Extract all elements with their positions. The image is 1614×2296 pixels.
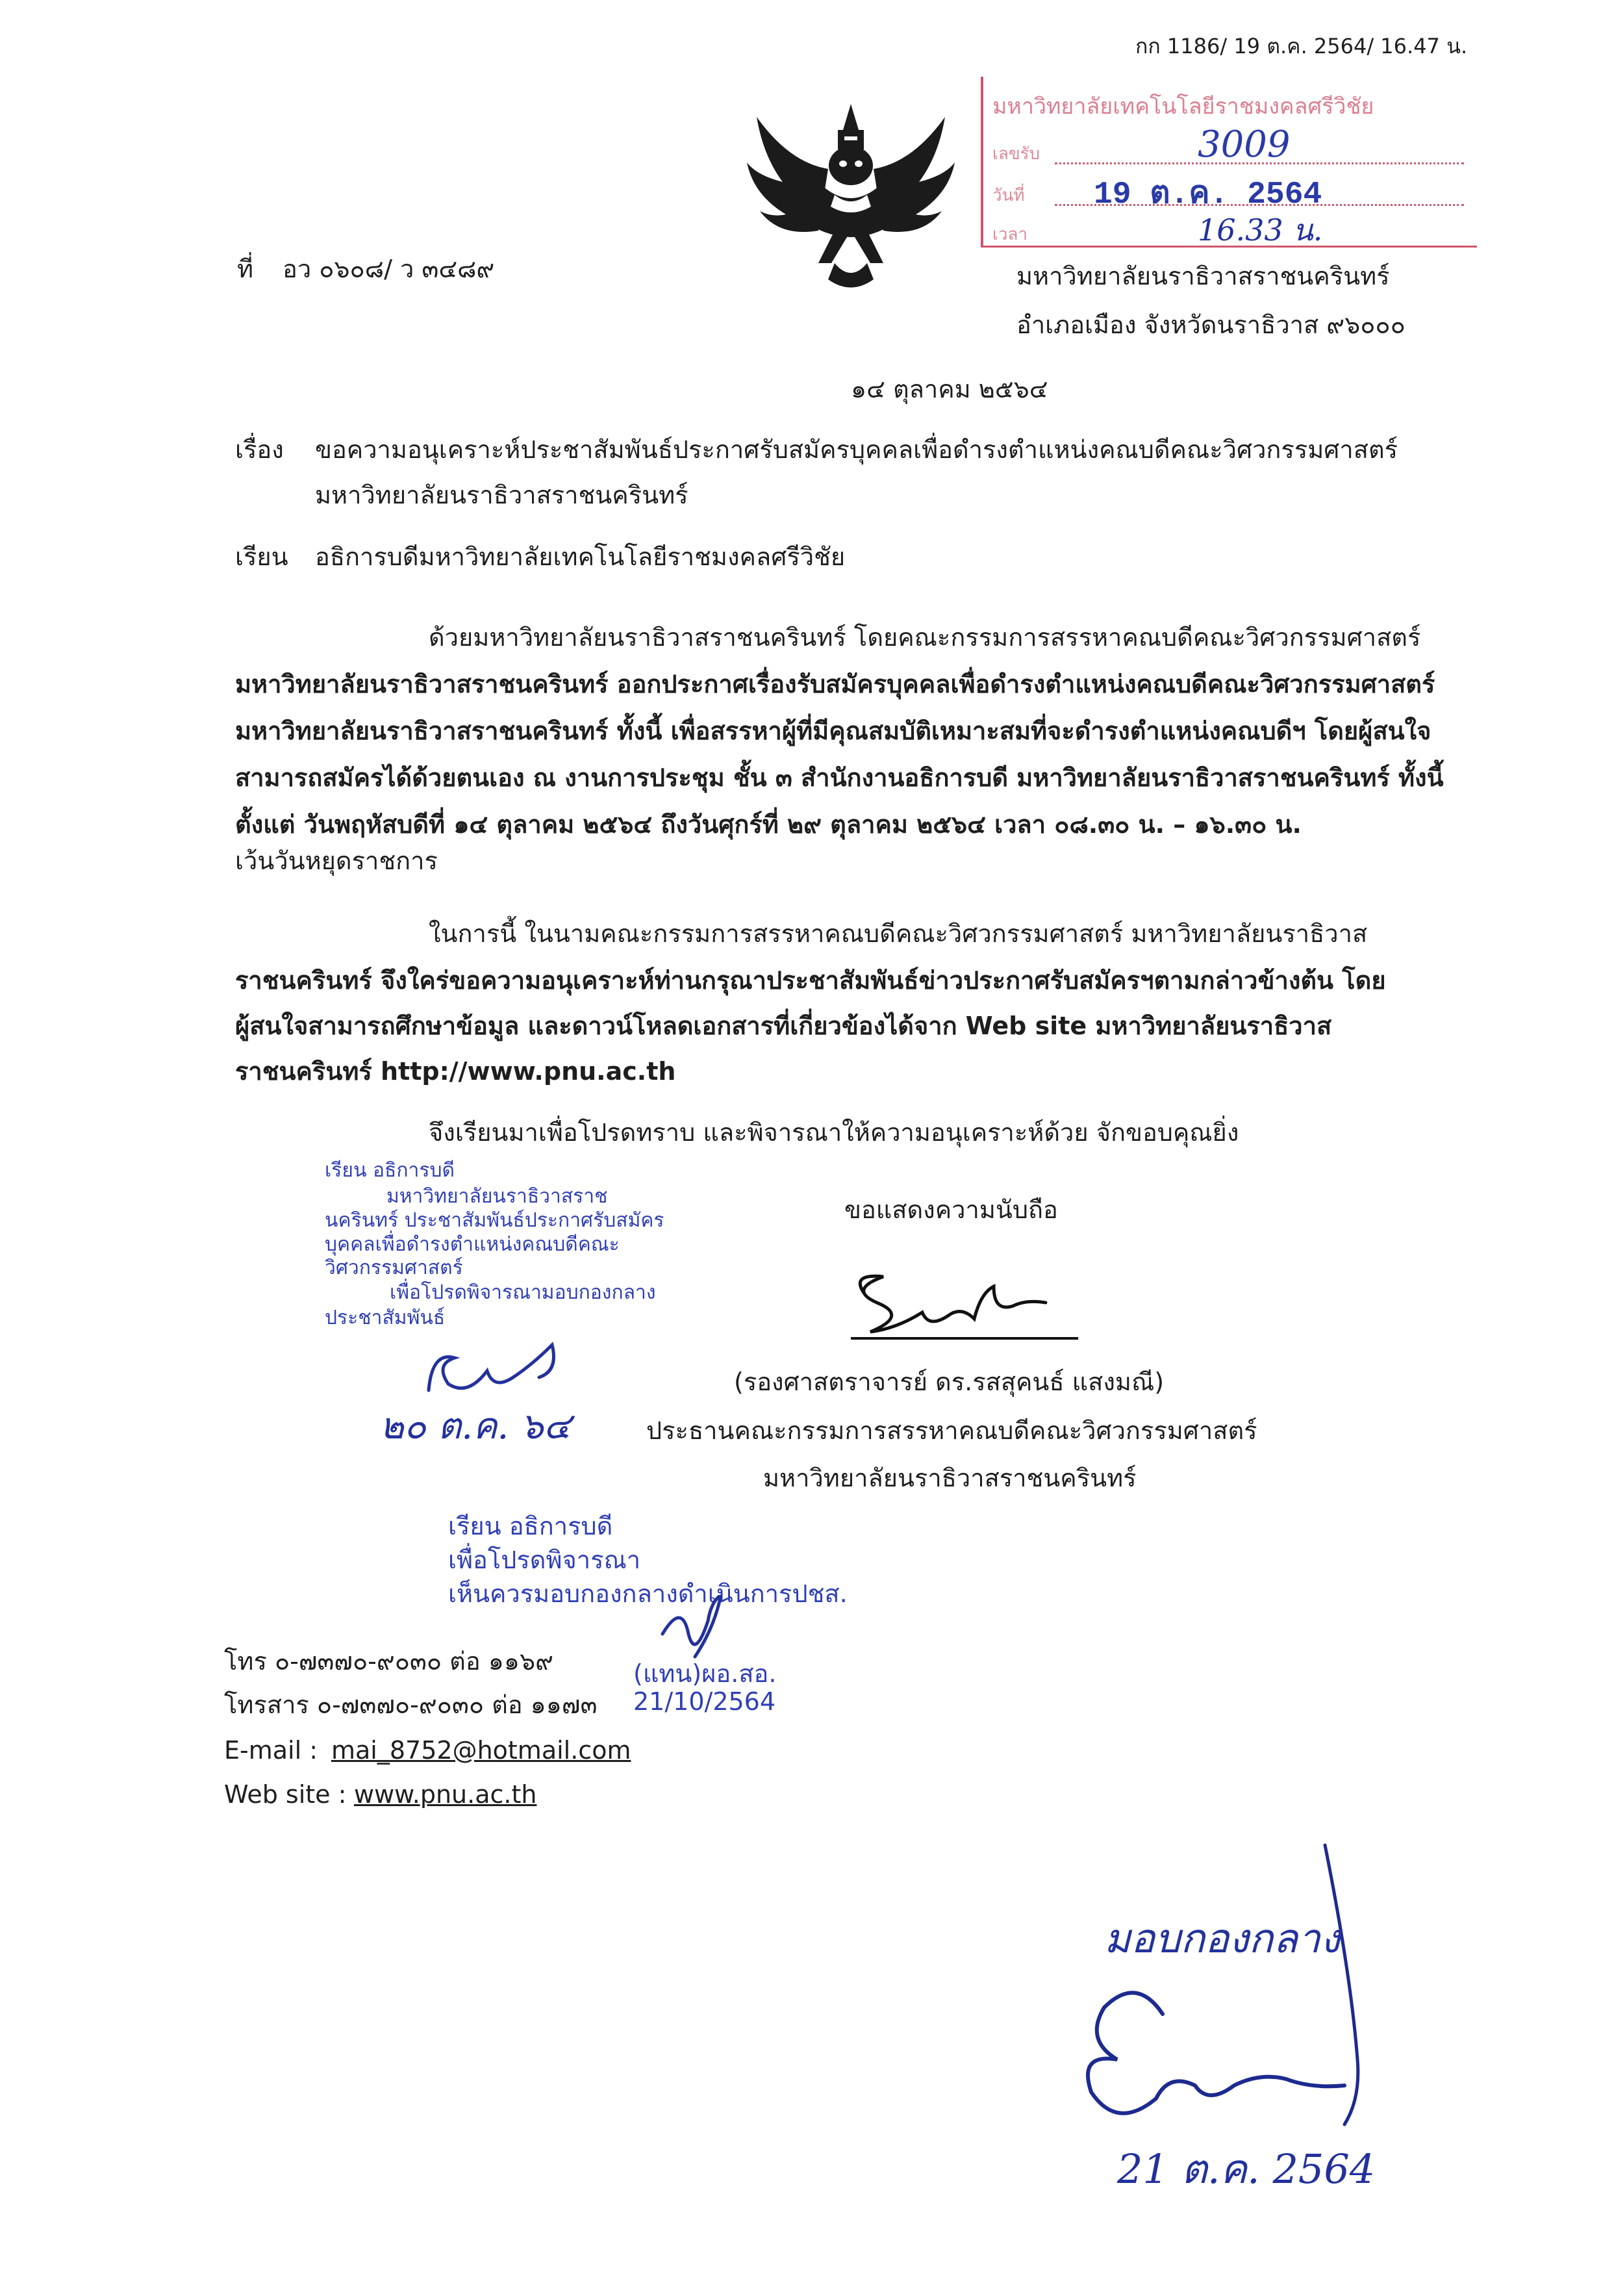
note1-line: เพื่อโปรดพิจารณามอบกองกลาง [390, 1281, 656, 1304]
stamp-label-time: เวลา [992, 225, 1028, 244]
contact-web[interactable]: www.pnu.ac.th [354, 1780, 537, 1809]
receiving-stamp [981, 77, 1477, 248]
note2-acting: (แทน)ผอ.สอ. [633, 1659, 777, 1688]
receipt-note: กก 1186/ 19 ต.ค. 2564/ 16.47 น. [1135, 34, 1468, 58]
subject-line: ขอความอนุเคราะห์ประชาสัมพันธ์ประกาศรับสมัครบุคคลเพื่อดำรงตำแหน่งคณบดีคณะวิศวกรรมศาสตร์ [315, 435, 1398, 464]
note2-line: เพื่อโปรดพิจารณา [448, 1546, 641, 1574]
signatory-position: ประธานคณะกรรมการสรรหาคณบดีคณะวิศวกรรมศาสตร์ [646, 1416, 1257, 1445]
subject-line: มหาวิทยาลัยนราธิวาสราชนครินทร์ [315, 481, 688, 509]
contact-fax: โทรสาร ๐-๗๓๗๐-๙๐๓๐ ต่อ ๑๑๗๓ [224, 1690, 598, 1719]
contact-email-label: E-mail : [224, 1736, 318, 1765]
stamp-label-date: วันที่ [992, 186, 1025, 205]
final-note-text: มอบกองกลาง [1104, 1915, 1341, 1962]
para1-line: ตั้งแต่ วันพฤหัสบดีที่ ๑๔ ตุลาคม ๒๕๖๔ ถึงวันศุกร์ที่ ๒๙ ตุลาคม ๒๕๖๔ เวลา ๐๘.๓๐ น. – ๑๖.๓๐ น. [235, 810, 1302, 839]
closing-sentence: จึงเรียนมาเพื่อโปรดทราบ และพิจารณาให้ความอนุเคราะห์ด้วย จักขอบคุณยิ่ง [429, 1118, 1239, 1147]
recipient: อธิการบดีมหาวิทยาลัยเทคโนโลยีราชมงคลศรีวิชัย [315, 542, 846, 571]
note1-line: มหาวิทยาลัยนราธิวาสราช [386, 1185, 608, 1208]
note1-line: วิศวกรรมศาสตร์ [325, 1256, 463, 1279]
note1-line: นครินทร์ ประชาสัมพันธ์ประกาศรับสมัคร [325, 1209, 664, 1232]
subject-label: เรื่อง [235, 435, 284, 464]
para1-line: สามารถสมัครได้ด้วยตนเอง ณ งานการประชุม ชั้น ๓ สำนักงานอธิการบดี มหาวิทยาลัยนราธิวาสราชนครินทร์ ทั้งนี้ [235, 763, 1444, 792]
contact-web-label: Web site : [224, 1780, 347, 1809]
note1-line: บุคคลเพื่อดำรงตำแหน่งคณบดีคณะ [325, 1233, 620, 1256]
recipient-label: เรียน [235, 542, 288, 571]
signatory-position: มหาวิทยาลัยนราธิวาสราชนครินทร์ [763, 1464, 1137, 1492]
para2-line: ผู้สนใจสามารถศึกษาข้อมูล และดาวน์โหลดเอกสารที่เกี่ยวข้องได้จาก Web site มหาวิทยาลัยนราธิวาส [235, 1012, 1332, 1040]
letter-date: ๑๔ ตุลาคม ๒๕๖๔ [851, 375, 1048, 403]
para2-line: ราชนครินทร์ จึงใคร่ขอความอนุเคราะห์ท่านกรุณาประชาสัมพันธ์ข่าวประกาศรับสมัครฯตามกล่าวข้างต้น โดย [235, 966, 1386, 995]
regards: ขอแสดงความนับถือ [844, 1195, 1058, 1224]
note2-line: เห็นควรมอบกองกลางดำเนินการปชส. [448, 1579, 848, 1608]
sender-name: มหาวิทยาลัยนราธิวาสราชนครินทร์ [1016, 262, 1390, 290]
final-note-date: 21 ต.ค. 2564 [1117, 2145, 1376, 2193]
para1-line: ด้วยมหาวิทยาลัยนราธิวาสราชนครินทร์ โดยคณะกรรมการสรรหาคณบดีคณะวิศวกรรมศาสตร์ [429, 623, 1421, 652]
sender-address: อำเภอเมือง จังหวัดนราธิวาส ๙๖๐๐๐ [1016, 311, 1406, 339]
stamp-label-number: เลขรับ [992, 144, 1040, 164]
stamp-number: 3009 [1198, 123, 1291, 166]
doc-number-label: ที่ [237, 255, 254, 283]
para1-line: มหาวิทยาลัยนราธิวาสราชนครินทร์ ทั้งนี้ เพื่อสรรหาผู้ที่มีคุณสมบัติเหมาะสมที่จะดำรงตำแหน่งคณบดีฯ โดยผู้สนใจ [235, 717, 1431, 745]
stamp-date: 19 ต.ค. 2564 [1094, 177, 1322, 212]
para1-line: เว้นวันหยุดราชการ [235, 847, 438, 875]
para2-line: ราชนครินทร์ http://www.pnu.ac.th [235, 1057, 676, 1086]
signature [838, 1267, 1085, 1351]
contact-tel: โทร ๐-๗๓๗๐-๙๐๓๐ ต่อ ๑๑๖๙ [224, 1647, 553, 1676]
para1-line: มหาวิทยาลัยนราธิวาสราชนครินทร์ ออกประกาศเรื่องรับสมัครบุคคลเพื่อดำรงตำแหน่งคณบดีคณะวิศวกรรมศาสตร์ [235, 670, 1435, 698]
stamp-time: 16.33 น. [1198, 212, 1323, 248]
signatory-name: (รองศาสตราจารย์ ดร.รสสุคนธ์ แสงมณี) [734, 1368, 1165, 1396]
note1-line: ประชาสัมพันธ์ [325, 1307, 446, 1329]
note2-line: เรียน อธิการบดี [448, 1512, 613, 1540]
note1-line: เรียน อธิการบดี [325, 1159, 455, 1182]
stamp-org: มหาวิทยาลัยเทคโนโลยีราชมงคลศรีวิชัย [992, 94, 1374, 120]
doc-number: อว ๐๖๐๘/ ว ๓๔๘๙ [283, 255, 495, 283]
note2-date: 21/10/2564 [633, 1687, 776, 1716]
garuda-emblem [740, 97, 961, 292]
note1-date: ๒๐ ต.ค. ๖๔ [380, 1405, 572, 1448]
para2-line: ในการนี้ ในนามคณะกรรมการสรรหาคณบดีคณะวิศวกรรมศาสตร์ มหาวิทยาลัยนราธิวาส [429, 919, 1368, 948]
contact-email[interactable]: mai_8752@hotmail.com [331, 1736, 631, 1765]
